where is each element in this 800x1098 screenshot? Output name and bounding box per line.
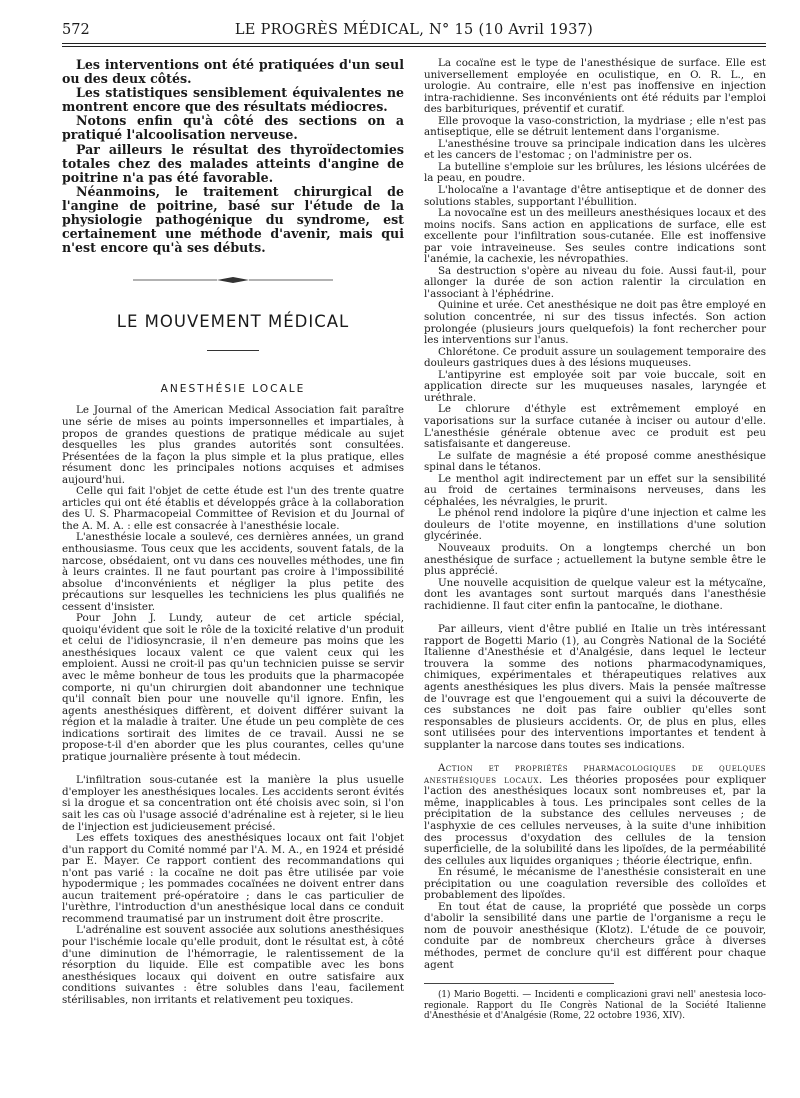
paragraph: La butelline s'emploie sur les brûlures, les lésions ulcérées de la peau, en poudre. — [424, 160, 766, 185]
left-column — [62, 58, 404, 1006]
paragraph: Notons enfin qu'à côté des sections on a pratiqué l'alcoolisation nerveuse. — [62, 113, 404, 143]
paragraph: L'anesthésine trouve sa principale indication dans les ulcères et les cancers de l'estomac ; on l'administre per os. — [424, 137, 766, 162]
paragraph: Le menthol agit indirectement par un effet sur la sensibilité au froid de certaines terminaisons nerveuses, dans les céphalées, les névralgies, le prurit. — [424, 472, 766, 508]
paragraph: Celle qui fait l'objet de cette étude est l'un des trente quatre articles qui ont été établis et développés grâce à la collaboration des U. S. Pharmacopeial Committee of Revision et du Journal of the A. M. A. : elle est consacrée à l'anesthésie locale. — [62, 485, 404, 532]
paragraph: La cocaïne est le type de l'anesthésique de surface. Elle est universellement employée en oculistique, en O. R. L., en urologie. Au contraire, elle n'est pas inoffensive en injection intra-rachidienne. Ses inconvénients ont été réduits par l'emploi des barbituriques, préventif et curatif. — [424, 57, 766, 116]
paragraph: L'anesthésie locale a soulevé, ces dernières années, un grand enthousiasme. Tous ceux que les accidents, souvent fatals, de la narcose, obsédaient, ont vu dans ces nouvelles méthodes, une fin à leurs craintes. Il ne faut pourtant pas croire à l'impossibilité absolue d'inconvénients et négliger la plus petite des précautions sur lesquelles les techniciens les plus qualifiés ne cessent d'insister. — [62, 531, 404, 613]
paragraph: Par ailleurs, vient d'être publié en Italie un très intéressant rapport de Bogetti Mario (1), au Congrès National de la Société Italienne d'Anesthésie et d'Analgésie, dans lequel le lecteur trouvera la somme des notions pharmacodynamiques, chimiques, expérimentales et thérapeutiques relatives aux agents anesthésiques les plus divers. Mais la pensée maîtresse de l'ouvrage est que l'engouement qui a suivi la découverte de ces substances ne doit pas faire oublier qu'elles sont responsables de plusieurs accidents. Or, de plus en plus, elles sont utilisées pour des interventions importantes et tendent à supplanter la narcose dans toutes ses indications. — [424, 623, 766, 751]
paragraph: Chlorétone. Ce produit assure un soulagement temporaire des douleurs gastriques dues à des lésions muqueuses. — [424, 345, 766, 370]
page-header — [62, 22, 766, 42]
paragraph: Le phénol rend indolore la piqûre d'une injection et calme les douleurs de l'otite moyenne, en instillations d'une solution glycérinée. — [424, 507, 766, 543]
paragraph: Nouveaux produits. On a longtemps cherché un bon anesthésique de surface ; actuellement la butyne semble être le plus apprécié. — [424, 541, 766, 578]
paragraph: Le Journal of the American Medical Association fait paraître une série de mises au points impersonnelles et impartiales, à propos de grandes questions de pratique médicale au sujet desquelles les plus grandes autorités sont consultées. Présentées de la façon la plus simple et la plus pratique, elles résument donc les principales notions acquises et admises aujourd'hui. — [62, 404, 404, 486]
paragraph: Le sulfate de magnésie a été proposé comme anesthésique spinal dans le tétanos. — [424, 449, 766, 474]
paragraph: L'adrénaline est souvent associée aux solutions anesthésiques pour l'ischémie locale qu'elle produit, dont le résultat est, à côté d'une diminution de l'hémorragie, le ralentissement de la résorption du liquide. Elle est compatible avec les bons anesthésiques locaux qui doivent en outre satisfaire aux conditions suivantes : être solubles dans l'eau, facilement stérilisables, non irritants et relativement peu toxiques. — [62, 924, 404, 1006]
section-rule — [207, 350, 259, 351]
footnote-text: (1) Mario Bogetti. — Incidenti e complicazioni gravi nell' anestesia loco-regionale. Rapport du IIe Congrès National de la Société Italienne d'Anesthésie et d'Analgésie (Rome, 22 octobre 1936, XIV). — [424, 990, 766, 1021]
paragraph: En tout état de cause, la propriété que possède un corps d'abolir la sensibilité dans une partie de l'organisme a reçu le nom de pouvoir anesthésique (Klotz). L'étude de ce pouvoir, conduite par de nombreux chercheurs grâce à diverses méthodes, permet de conclure qu'il est différent pour chaque agent — [424, 900, 766, 971]
paragraph-text: Les théories proposées pour expliquer l'action des anesthésiques locaux sont nombreuses et, par la même, inapplicables à tous. Les principales sont celles de la précipitation de la substance des cellules nerveuses ; de l'asphyxie de ces cellules nerveuses, à la suite d'une inhibition des processus d'oxydation des cellules de la tension superficielle, de la solubilité dans les lipoïdes, de la perméabilité des cellules aux liquides organiques ; théorie électrique, enfin. — [424, 773, 766, 867]
ornament-divider-icon — [133, 275, 333, 285]
subsection-title: ANESTHÉSIE LOCALE — [160, 382, 306, 395]
paragraph: La novocaïne est un des meilleurs anesthésiques locaux et des moins nocifs. Sans action en applications de surface, elle est excellente pour l'infiltration sous-cutanée. Elle est inoffensive par voie intraveineuse. Ses seules contre indications sont l'anémie, la cachexie, les névropathies. — [424, 207, 766, 266]
paragraph: Les statistiques sensiblement équivalentes ne montrent encore que des résultats médiocres. — [62, 85, 404, 115]
page-number: 572 — [62, 22, 90, 38]
right-column — [424, 58, 766, 1021]
paragraph: Par ailleurs le résultat des thyroïdectomies totales chez des malades atteints d'angine de poitrine n'a pas été favorable. — [62, 141, 404, 185]
paragraph: Une nouvelle acquisition de quelque valeur est la métycaïne, dont les avantages sont surtout marqués dans l'anesthésie rachidienne. Il faut citer enfin la pantocaïne, le diothane. — [424, 576, 766, 612]
paragraph: Sa destruction s'opère au niveau du foie. Aussi faut-il, pour allonger la durée de son action ralentir la circulation en l'associant à l'éphédrine. — [424, 264, 766, 300]
paragraph-with-heading — [424, 763, 766, 867]
footnote — [424, 990, 766, 1021]
running-title: LE PROGRÈS MÉDICAL, N° 15 (10 Avril 1937) — [234, 22, 594, 38]
paragraph: L'holocaïne a l'avantage d'être antiseptique et de donner des solutions stables, supportant l'ébullition. — [424, 184, 766, 208]
section-title: LE MOUVEMENT MÉDICAL — [116, 312, 350, 332]
paragraph: Le chlorure d'éthyle est extrêmement employé en vaporisations sur la surface cutanée à inciser ou autour d'elle. L'anesthésie générale obtenue avec ce produit est peu satisfaisante et dangereuse. — [424, 403, 766, 451]
paragraph: L'infiltration sous-cutanée est la manière la plus usuelle d'employer les anesthésiques locales. Les accidents seront évités si la drogue et sa concentration ont été choisis avec soin, si l'on sait les cas où l'usage associé d'adrénaline est à rejeter, si le lieu de l'injection est judicieusement précisé. — [62, 774, 404, 833]
paragraph: Néanmoins, le traitement chirurgical de l'angine de poitrine, basé sur l'étude de la physiologie pathogénique du syndrome, est certainement une méthode d'avenir, mais qui n'est encore qu'à ses débuts. — [62, 183, 404, 256]
header-rule — [62, 43, 766, 44]
paragraph: En résumé, le mécanisme de l'anesthésie consisterait en une précipitation ou une coagulation reversible des colloïdes et probablement des lipoïdes. — [424, 866, 766, 902]
action-heading: Action et propriétés pharmacologiques de quelques anesthésiques locaux. — [424, 762, 766, 786]
lead-paragraphs — [62, 58, 404, 255]
paragraph: Elle provoque la vaso-constriction, la mydriase ; elle n'est pas antiseptique, elle se détruit lentement dans l'organisme. — [424, 114, 766, 139]
header-rule-double — [62, 46, 766, 47]
paragraph: Les effets toxiques des anesthésiques locaux ont fait l'objet d'un rapport du Comité nommé par l'A. M. A., en 1924 et présidé par E. Mayer. Ce rapport contient des recommandations qui n'ont pas varié : la cocaïne ne doit pas être utilisée par voie hypodermique ; les pommades cocaïnées ne doivent entrer dans aucun traitement pré-opératoire ; dans le cas particulier de l'urèthre, l'introduction d'un anesthésique local dans ce conduit recommend traumatisé par un instrument doit être proscrite. — [62, 832, 404, 925]
footnote-rule — [424, 983, 614, 984]
paragraph: Quinine et urée. Cet anesthésique ne doit pas être employé en solution concentrée, ni sur des tissus infectés. Son action prolongée (plusieurs jours quelquefois) la font rechercher pour les interventions sur l'anus. — [424, 299, 766, 347]
paragraph: Pour John J. Lundy, auteur de cet article spécial, quoiqu'évident que soit le rôle de la toxicité relative d'un produit et celui de l'idiosyncrasie, il n'en demeure pas moins que les anesthésiques locaux valent ce que valent ceux qui les emploient. Aussi ne croit-il pas qu'un technicien puisse se servir avec le même bonheur de tous les produits que la pharmacopée comporte, ni qu'un chirurgien doit abandonner une technique qu'il connaît bien pour une nouvelle qu'il ignore. Enfin, les agents anesthésiques diffèrent, et doivent différer suivant la région et la maladie à traiter. Une étude un peu complète de ces indications sortirait des limites de ce travail. Aussi ne se propose-t-il d'en aborder que les plus courantes, celles qu'une pratique journalière présente à tout médecin. — [62, 612, 404, 763]
paragraph: L'antipyrine est employée soit par voie buccale, soit en application directe sur les muqueuses nasales, laryngée et uréthrale. — [424, 368, 766, 404]
paragraph: Les interventions ont été pratiquées d'un seul ou des deux côtés. — [62, 57, 404, 87]
